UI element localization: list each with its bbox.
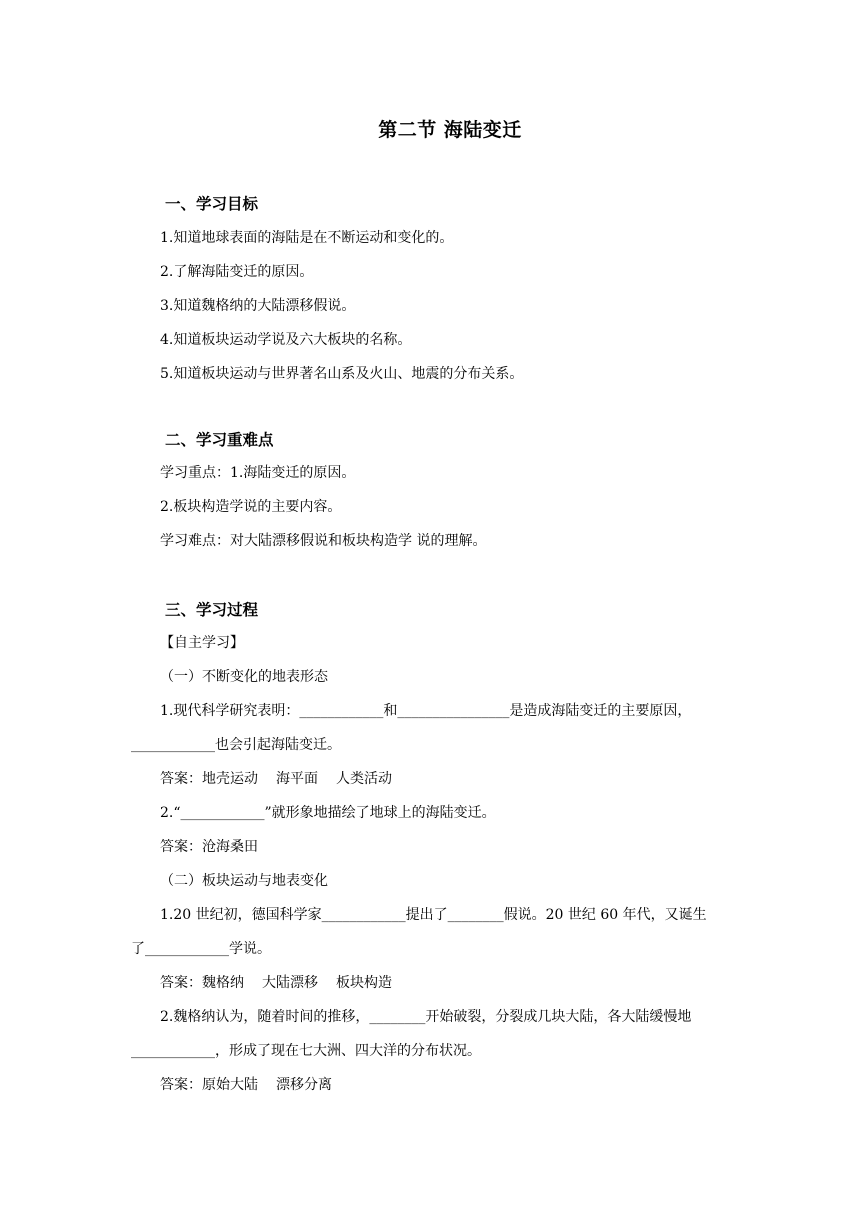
question-3-line-2: 了____________学说。 — [131, 941, 271, 957]
question-4-line-2: ____________，形成了现在七大洲、四大洋的分布状况。 — [131, 1043, 481, 1059]
goal-item-4: 4.知道板块运动学说及六大板块的名称。 — [160, 332, 412, 348]
goal-item-2: 2.了解海陆变迁的原因。 — [160, 264, 314, 280]
answer-value: 人类活动 — [336, 771, 392, 787]
key-point-1: 学习重点：1.海陆变迁的原因。 — [160, 465, 356, 481]
question-3-line-1: 1.20 世纪初，德国科学家____________提出了________假说。20 世纪 60 年代，又诞生 — [160, 907, 707, 923]
answer-value: 板块构造 — [336, 975, 392, 991]
answer-label: 答案： — [160, 1077, 202, 1093]
answer-value: 地壳运动 — [202, 771, 258, 787]
section-heading-goals: 一、学习目标 — [165, 195, 259, 213]
question-2: 2.“____________”就形象地描绘了地球上的海陆变迁。 — [160, 805, 496, 821]
answer-label: 答案： — [160, 975, 202, 991]
goal-item-5: 5.知道板块运动与世界著名山系及火山、地震的分布关系。 — [160, 366, 524, 382]
self-study-label: 【自主学习】 — [160, 635, 244, 651]
answer-4 — [160, 1074, 332, 1094]
answer-value: 魏格纳 — [202, 975, 244, 991]
answer-2 — [160, 836, 258, 856]
difficulty-point: 学习难点：对大陆漂移假说和板块构造学 说的理解。 — [160, 533, 487, 549]
section-heading-process: 三、学习过程 — [165, 601, 259, 619]
answer-1 — [160, 768, 392, 788]
key-point-2: 2.板块构造学说的主要内容。 — [160, 499, 342, 515]
question-1-line-2: ____________也会引起海陆变迁。 — [131, 737, 341, 753]
section-heading-key-points: 二、学习重难点 — [165, 431, 274, 449]
question-4-line-1: 2.魏格纳认为，随着时间的推移，________开始破裂，分裂成几块大陆，各大陆缓慢地 — [160, 1009, 692, 1025]
answer-value: 沧海桑田 — [202, 839, 258, 855]
answer-label: 答案： — [160, 771, 202, 787]
answer-label: 答案： — [160, 839, 202, 855]
document-title: 第二节 海陆变迁 — [378, 119, 522, 141]
goal-item-1: 1.知道地球表面的海陆是在不断运动和变化的。 — [160, 230, 454, 246]
answer-value: 大陆漂移 — [262, 975, 318, 991]
answer-value: 原始大陆 — [202, 1077, 258, 1093]
subsection-heading-2: （二）板块运动与地表变化 — [160, 873, 328, 889]
subsection-heading-1: （一）不断变化的地表形态 — [160, 669, 328, 685]
question-1-line-1: 1.现代科学研究表明：____________和________________是造成海陆变迁的主要原因， — [160, 703, 692, 719]
goal-item-3: 3.知道魏格纳的大陆漂移假说。 — [160, 298, 356, 314]
answer-value: 漂移分离 — [276, 1077, 332, 1093]
answer-value: 海平面 — [276, 771, 318, 787]
answer-3 — [160, 972, 392, 992]
